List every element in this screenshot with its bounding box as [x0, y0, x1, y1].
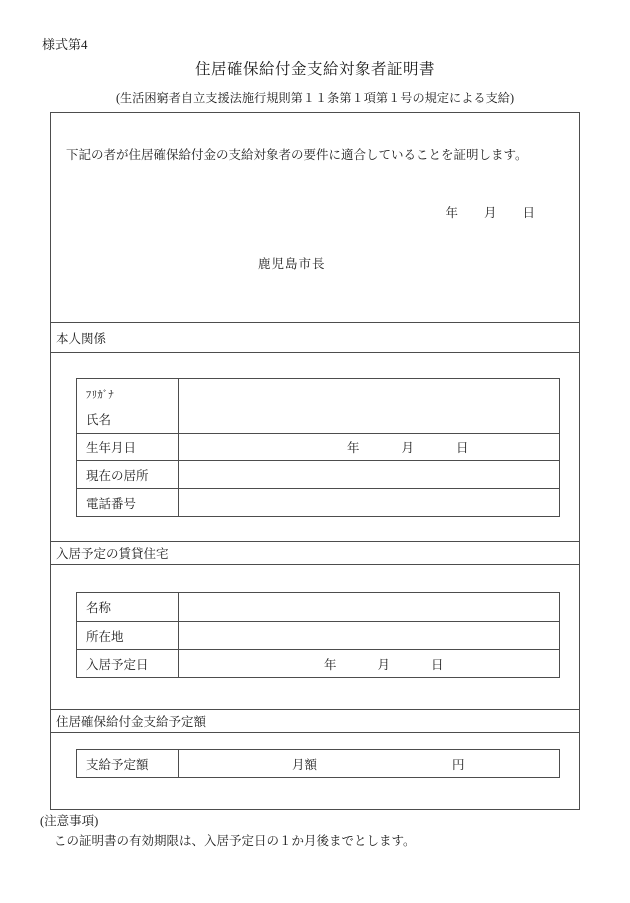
table-row: [77, 750, 559, 777]
housing-location-label-cell: [77, 622, 179, 649]
table-row: [77, 379, 559, 433]
birthdate-label-cell: [77, 434, 179, 460]
issue-date-day-label: 日: [522, 206, 535, 220]
notes-heading: (注意事項): [40, 814, 99, 828]
current-address-label-cell: [77, 461, 179, 488]
table-row: [77, 593, 559, 621]
section-person-heading: 本人関係: [56, 331, 107, 346]
current-address-label: 現在の居所: [86, 468, 149, 483]
table-row: [77, 488, 559, 516]
birthdate-label: 生年月日: [86, 441, 137, 455]
housing-location-value-field: [179, 622, 559, 649]
yen-unit-label: 円: [452, 757, 465, 772]
movein-year-label: 年: [324, 657, 337, 672]
movein-date-label-cell: [77, 650, 179, 677]
movein-month-label: 月: [377, 657, 391, 672]
housing-name-label-cell: [77, 593, 179, 621]
section-housing-band: [51, 541, 579, 565]
certification-statement: 下記の者が住居確保給付金の支給対象者の要件に適合していることを証明します。: [66, 148, 528, 162]
issuer-name: 鹿児島市長: [258, 257, 326, 271]
section-amount-heading: 住居確保給付金支給予定額: [56, 715, 207, 729]
current-address-value-field: [179, 461, 559, 488]
table-row: [77, 649, 559, 677]
birthdate-day-label: 日: [456, 441, 469, 455]
table-row: [77, 433, 559, 460]
birthdate-month-label: 月: [401, 441, 415, 455]
birthdate-value-field: [179, 434, 559, 460]
planned-amount-value-field: [179, 750, 559, 777]
document-title: 住居確保給付金支給対象者証明書: [194, 61, 435, 78]
phone-label-cell: [77, 489, 179, 516]
notes-body: この証明書の有効期限は、入居予定日の１か月後までとします。: [54, 834, 416, 848]
monthly-amount-label: 月額: [292, 757, 318, 772]
housing-name-value-field: [179, 593, 559, 621]
movein-date-value-field: [179, 650, 559, 677]
amount-table: [76, 749, 560, 778]
certificate-frame: [50, 112, 580, 810]
form-number: 様式第4: [42, 37, 88, 52]
planned-amount-label: 支給予定額: [86, 757, 149, 772]
furigana-label: ﾌﾘｶﾞﾅ: [86, 390, 115, 401]
movein-date-label: 入居予定日: [86, 657, 149, 672]
name-label: 氏名: [86, 413, 112, 427]
issue-date-line: [445, 203, 535, 221]
planned-amount-label-cell: [77, 750, 179, 777]
table-row: [77, 460, 559, 488]
birthdate-year-label: 年: [347, 441, 360, 455]
section-housing-heading: 入居予定の賃貸住宅: [56, 547, 169, 561]
issue-date-month-label: 月: [483, 206, 497, 220]
phone-label: 電話番号: [86, 496, 137, 511]
housing-info-table: [76, 592, 560, 678]
person-info-table: [76, 378, 560, 517]
movein-day-label: 日: [431, 657, 444, 672]
phone-value-field: [179, 489, 559, 516]
section-person-band: [51, 322, 579, 353]
issue-date-year-label: 年: [445, 206, 458, 220]
section-amount-band: [51, 709, 579, 733]
furigana-name-label-cell: [77, 379, 179, 433]
table-row: [77, 621, 559, 649]
housing-name-label: 名称: [86, 601, 112, 615]
name-value-field: [179, 379, 559, 433]
document-subtitle: (生活困窮者自立支援法施行規則第１１条第１項第１号の規定による支給): [115, 91, 515, 105]
housing-location-label: 所在地: [86, 629, 124, 644]
